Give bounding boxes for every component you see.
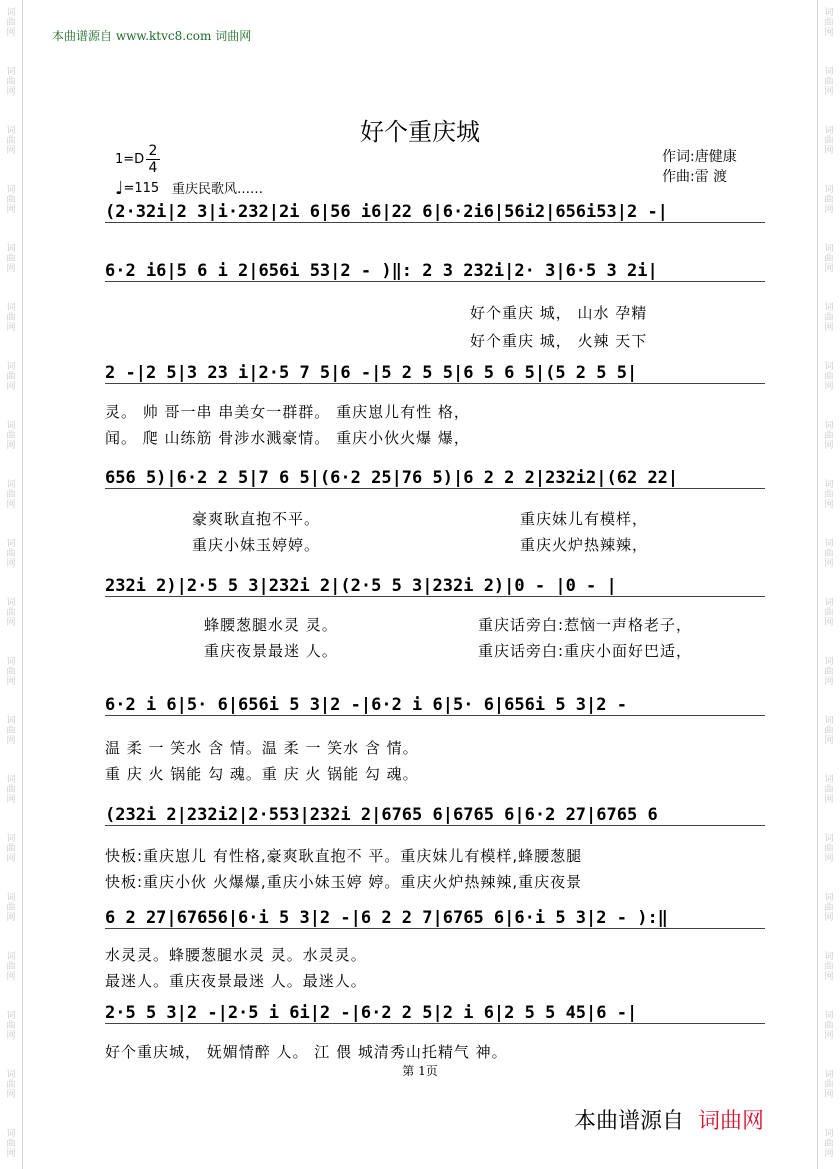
score-row-3: 2 -|2 5|3 23 i|2·5 7 5|6 -|5 2 5 5|6 5 6 5|(5 2 5 5| xyxy=(105,358,765,388)
margin-watermark: 词 曲 网 xyxy=(824,657,834,687)
page-number: 第 1页 xyxy=(402,1064,438,1078)
left-margin-strip xyxy=(0,0,23,1169)
margin-watermark: 词 曲 网 xyxy=(824,421,834,451)
margin-watermark: 词 曲 网 xyxy=(6,539,16,569)
margin-watermark: 词 曲 网 xyxy=(824,1070,834,1100)
footer-site-name: 词曲网 xyxy=(698,1109,765,1134)
score-row-7: (232i 2|232i2|2·553|232i 2|6765 6|6765 6|6·2 27|6765 6 xyxy=(105,800,765,830)
time-signature xyxy=(146,143,160,176)
composer-credit: 作曲:雷 渡 xyxy=(662,169,728,185)
time-signature-top: 2 xyxy=(146,143,160,160)
lyric-row-8-verse-1: 水灵灵。蜂腰葱腿水灵 灵。水灵灵。 xyxy=(105,946,367,964)
lyric-row-3-verse-2: 闻。 爬 山练筋 骨涉水溅豪情。 重庆小伙火爆 爆， xyxy=(105,429,470,447)
tempo-value: =115 xyxy=(123,181,160,196)
lyric-row-4-verse-1-a: 豪爽耿直抱不平。 xyxy=(192,510,321,528)
margin-watermark: 词 曲 网 xyxy=(6,1129,16,1159)
lyric-row-6-verse-1: 温 柔 一 笑水 含 情。温 柔 一 笑水 含 情。 xyxy=(105,739,419,757)
lyric-row-2-verse-2: 好个重庆 城， 火辣 天下 xyxy=(470,332,648,350)
score-row-1: (2·32i|2 3|i·232|2i 6|56 i6|22 6|6·2i6|56i2|656i53|2 -| xyxy=(105,197,765,227)
margin-watermark: 词 曲 网 xyxy=(824,480,834,510)
page-title: 好个重庆城 xyxy=(360,118,480,146)
score-row-9: 2·5 5 3|2 -|2·5 i 6i|2 -|6·2 2 5|2 i 6|2 5 5 45|6 -| xyxy=(105,998,765,1028)
lyric-row-4-verse-2-b: 重庆火炉热辣辣， xyxy=(520,536,649,554)
lyric-row-5-verse-1-b: 重庆话旁白:惹恼一声格老子， xyxy=(478,616,693,634)
margin-watermark: 词 曲 网 xyxy=(824,362,834,392)
right-margin-strip xyxy=(817,0,840,1169)
style-marking: 重庆民歌风…… xyxy=(172,182,264,197)
margin-watermark: 词 曲 网 xyxy=(824,716,834,746)
margin-watermark: 词 曲 网 xyxy=(824,1011,834,1041)
margin-watermark: 词 曲 网 xyxy=(6,893,16,923)
margin-watermark: 词 曲 网 xyxy=(824,1129,834,1159)
margin-watermark: 词 曲 网 xyxy=(6,657,16,687)
margin-watermark: 词 曲 网 xyxy=(6,8,16,38)
margin-watermark: 词 曲 网 xyxy=(6,716,16,746)
lyric-row-5-verse-1-a: 蜂腰葱腿水灵 灵。 xyxy=(204,616,338,634)
margin-watermark: 词 曲 网 xyxy=(6,952,16,982)
margin-watermark: 词 曲 网 xyxy=(6,67,16,97)
lyric-row-5-verse-2-a: 重庆夜景最迷 人。 xyxy=(204,642,338,660)
margin-watermark: 词 曲 网 xyxy=(824,775,834,805)
lyric-row-4-verse-2-a: 重庆小妹玉婷婷。 xyxy=(192,536,321,554)
score-row-5: 232i 2)|2·5 5 3|232i 2|(2·5 5 3|232i 2)|0 - |0 - | xyxy=(105,571,765,601)
margin-watermark: 词 曲 网 xyxy=(6,1011,16,1041)
margin-watermark: 词 曲 网 xyxy=(824,126,834,156)
quarter-note-icon: ♩ xyxy=(115,178,124,199)
score-row-2: 6·2 i6|5 6 i 2|656i 53|2 - )‖: 2 3 232i|2· 3|6·5 3 2i| xyxy=(105,256,765,286)
margin-watermark: 词 曲 网 xyxy=(6,185,16,215)
lyric-row-4-verse-1-b: 重庆妹儿有模样， xyxy=(520,510,649,528)
time-signature-bottom: 4 xyxy=(148,160,158,176)
margin-watermark: 词 曲 网 xyxy=(6,421,16,451)
margin-watermark: 词 曲 网 xyxy=(824,67,834,97)
score-row-4: 656 5)|6·2 2 5|7 6 5|(6·2 25|76 5)|6 2 2 2|232i2|(62 22| xyxy=(105,463,765,493)
lyric-row-7-verse-2: 快板:重庆小伙 火爆爆,重庆小妹玉婷 婷。重庆火炉热辣辣,重庆夜景 xyxy=(105,873,583,891)
margin-watermark: 词 曲 网 xyxy=(6,480,16,510)
margin-watermark: 词 曲 网 xyxy=(6,126,16,156)
margin-watermark: 词 曲 网 xyxy=(6,362,16,392)
footer-source-label: 本曲谱源自 xyxy=(574,1109,685,1134)
margin-watermark: 词 曲 网 xyxy=(824,244,834,274)
tempo-marking xyxy=(115,178,159,199)
margin-watermark: 词 曲 网 xyxy=(824,8,834,38)
lyric-row-8-verse-2: 最迷人。重庆夜景最迷 人。最迷人。 xyxy=(105,972,367,990)
lyric-row-2-verse-1: 好个重庆 城， 山水 孕精 xyxy=(470,304,648,322)
margin-watermark: 词 曲 网 xyxy=(824,834,834,864)
key-signature: 1=D xyxy=(115,152,145,167)
margin-watermark: 词 曲 网 xyxy=(824,539,834,569)
margin-watermark: 词 曲 网 xyxy=(6,244,16,274)
margin-watermark: 词 曲 网 xyxy=(824,598,834,628)
lyric-row-7-verse-1: 快板:重庆崽儿 有性格,豪爽耿直抱不 平。重庆妹儿有模样,蜂腰葱腿 xyxy=(105,847,583,865)
margin-watermark: 词 曲 网 xyxy=(824,952,834,982)
margin-watermark: 词 曲 网 xyxy=(824,893,834,923)
margin-watermark: 词 曲 网 xyxy=(6,775,16,805)
header-source-line: 本曲谱源自 www.ktvc8.com 词曲网 xyxy=(52,29,252,43)
score-row-8: 6 2 27|67656|6·i 5 3|2 -|6 2 2 7|6765 6|6·i 5 3|2 - ):‖ xyxy=(105,903,765,933)
score-row-6: 6·2 i 6|5· 6|656i 5 3|2 -|6·2 i 6|5· 6|656i 5 3|2 - xyxy=(105,690,765,720)
margin-watermark: 词 曲 网 xyxy=(6,303,16,333)
lyric-row-9-verse-1: 好个重庆城， 妩媚情醉 人。 江 偎 城清秀山托精气 神。 xyxy=(105,1043,508,1061)
margin-watermark: 词 曲 网 xyxy=(824,185,834,215)
lyric-row-3-verse-1: 灵。 帅 哥一串 串美女一群群。 重庆崽儿有性 格， xyxy=(105,403,470,421)
lyric-row-6-verse-2: 重 庆 火 锅能 勾 魂。重 庆 火 锅能 勾 魂。 xyxy=(105,765,419,783)
margin-watermark: 词 曲 网 xyxy=(6,1070,16,1100)
credits-block xyxy=(662,147,737,187)
footer-source xyxy=(574,1104,764,1135)
lyric-row-5-verse-2-b: 重庆话旁白:重庆小面好巴适， xyxy=(478,642,693,660)
margin-watermark: 词 曲 网 xyxy=(824,303,834,333)
lyricist-credit: 作词:唐健康 xyxy=(662,149,737,165)
margin-watermark: 词 曲 网 xyxy=(6,834,16,864)
margin-watermark: 词 曲 网 xyxy=(6,598,16,628)
